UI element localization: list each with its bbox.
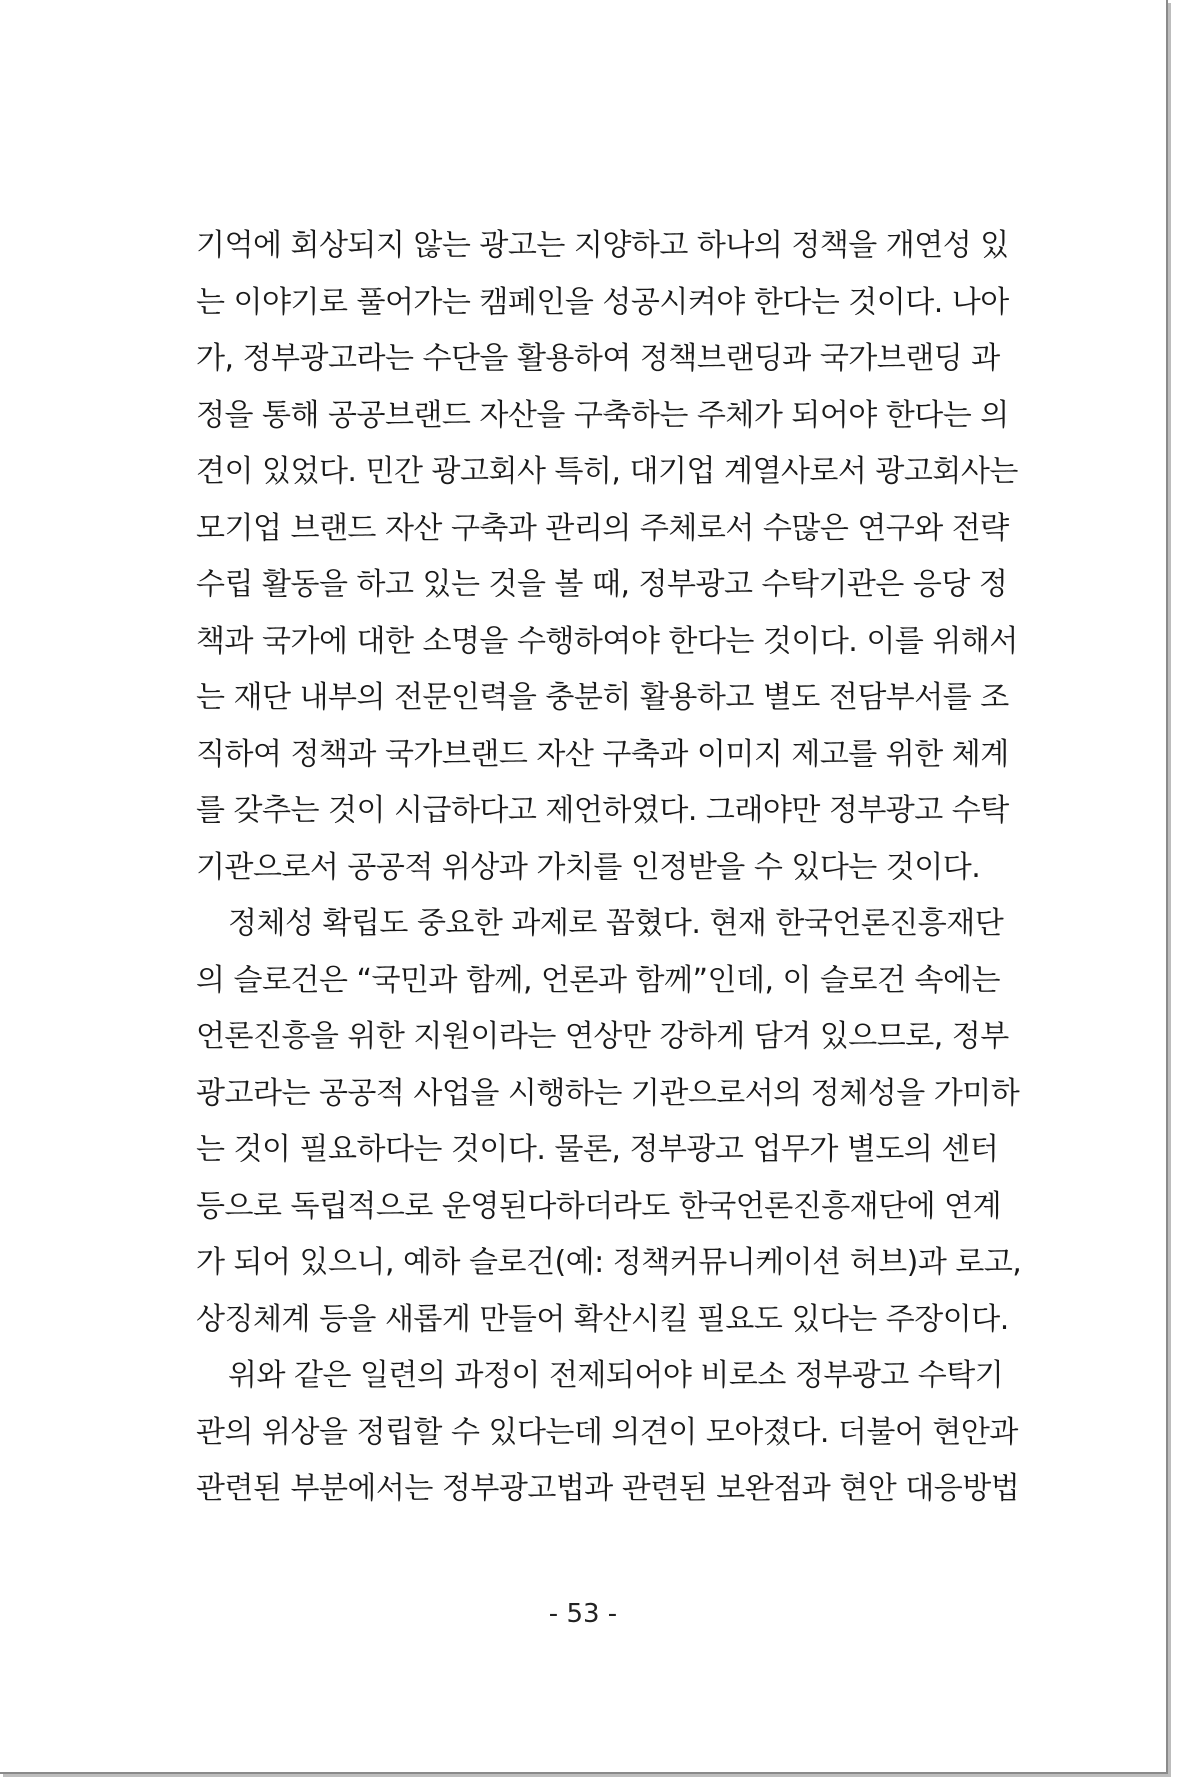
text-line: 는 재단 내부의 전문인력을 충분히 활용하고 별도 전담부서를 조 — [196, 680, 1009, 715]
body-text — [196, 218, 1022, 1518]
text-line: 책과 국가에 대한 소명을 수행하여야 한다는 것이다. 이를 위해서 — [196, 623, 1018, 659]
text-line: 등으로 독립적으로 운영된다하더라도 한국언론진흥재단에 연계 — [196, 1188, 1002, 1224]
text-line-indented: 위와 같은 일련의 과정이 전제되어야 비로소 정부광고 수탁기 — [228, 1358, 1004, 1393]
text-line: 기억에 회상되지 않는 광고는 지양하고 하나의 정책을 개연성 있 — [196, 228, 1009, 263]
text-line: 관의 위상을 정립할 수 있다는데 의견이 모아졌다. 더불어 현안과 — [196, 1414, 1018, 1450]
text-line: 수립 활동을 하고 있는 것을 볼 때, 정부광고 수탁기관은 응당 정 — [196, 567, 1008, 602]
text-line: 광고라는 공공적 사업을 시행하는 기관으로서의 정체성을 가미하 — [196, 1075, 1020, 1111]
text-line: 가 되어 있으니, 예하 슬로건(예: 정책커뮤니케이션 허브)과 로고, — [196, 1245, 1022, 1280]
text-line: 는 이야기로 풀어가는 캠페인을 성공시켜야 한다는 것이다. 나아 — [196, 284, 1009, 320]
text-line: 를 갖추는 것이 시급하다고 제언하였다. 그래야만 정부광고 수탁 — [196, 793, 1009, 828]
text-line: 견이 있었다. 민간 광고회사 특히, 대기업 계열사로서 광고회사는 — [196, 454, 1018, 489]
text-line: 의 슬로건은 “국민과 함께, 언론과 함께”인데, 이 슬로건 속에는 — [196, 962, 1000, 998]
text-line: 가, 정부광고라는 수단을 활용하여 정책브랜딩과 국가브랜딩 과 — [196, 341, 1000, 376]
text-line: 정을 통해 공공브랜드 자산을 구축하는 주체가 되어야 한다는 의 — [196, 397, 1009, 433]
page-number: - 53 - — [548, 1599, 618, 1629]
text-line: 언론진흥을 위한 지원이라는 연상만 강하게 담겨 있으므로, 정부 — [196, 1019, 1009, 1054]
text-line: 는 것이 필요하다는 것이다. 물론, 정부광고 업무가 별도의 센터 — [196, 1132, 999, 1167]
text-line-indented: 정체성 확립도 중요한 과제로 꼽혔다. 현재 한국언론진흥재단 — [228, 906, 1004, 941]
text-line: 상징체계 등을 새롭게 만들어 확산시킬 필요도 있다는 주장이다. — [196, 1301, 1009, 1337]
text-line: 관련된 부분에서는 정부광고법과 관련된 보완점과 현안 대응방법 — [196, 1471, 1020, 1506]
text-line: 기관으로서 공공적 위상과 가치를 인정받을 수 있다는 것이다. — [196, 849, 981, 885]
text-line: 직하여 정책과 국가브랜드 자산 구축과 이미지 제고를 위한 체계 — [196, 736, 1009, 772]
text-line: 모기업 브랜드 자산 구축과 관리의 주체로서 수많은 연구와 전략 — [196, 510, 1009, 546]
